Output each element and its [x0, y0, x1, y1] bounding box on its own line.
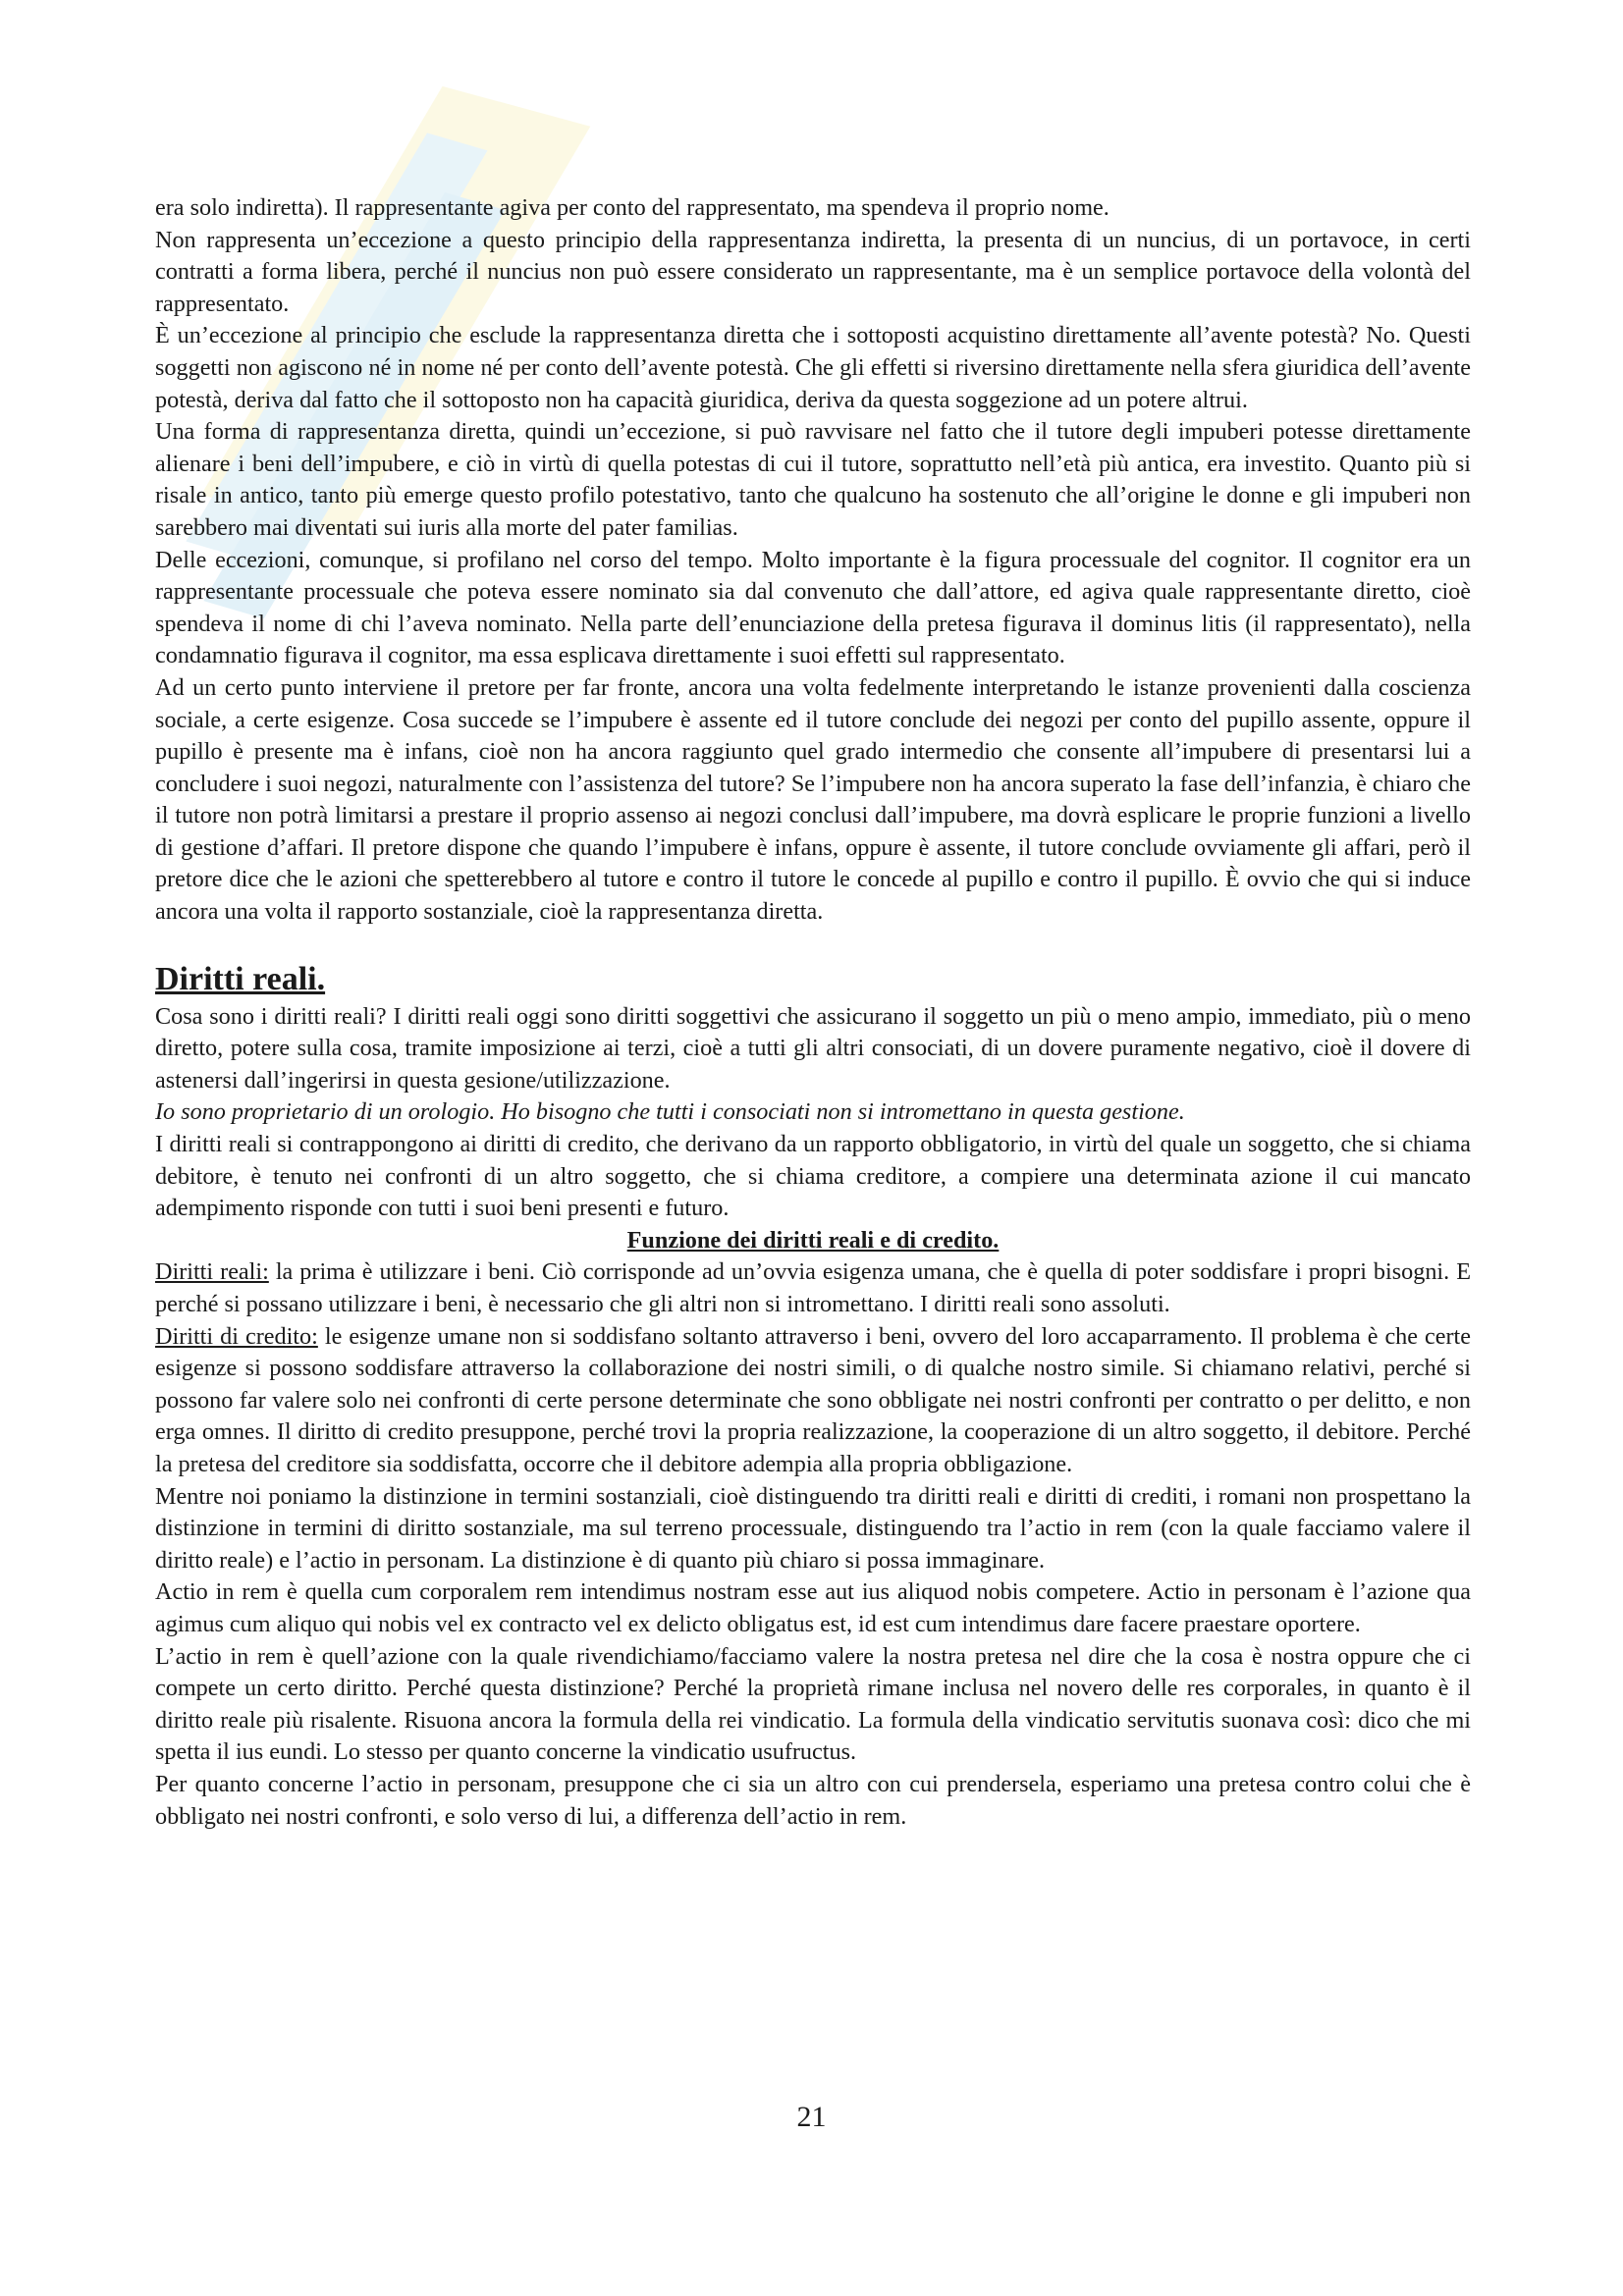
section-intro: Cosa sono i diritti reali? I diritti reali oggi sono diritti soggettivi che assicurano il soggetto un più o meno ampio, immediato, più o meno diretto, potere sulla cosa, tramite imposizione ai terzi, cioè a tutti gli altri consociati, di un dovere puramente negativo, cioè il dovere di astenersi dall’ingerirsi in questa gesione/utilizzazione.: [155, 1002, 1471, 1094]
section-title: Diritti reali.: [155, 960, 326, 997]
paragraph: Mentre noi poniamo la distinzione in termini sostanziali, cioè distinguendo tra diritti reali e diritti di crediti, i romani non prospettano la distinzione in termini di diritto sostanziale, ma sul terreno processuale, distinguendo tra l’actio in rem (con la quale facciamo valere il diritto reale) e l’actio in personam. La distinzione è di quanto più chiaro si possa immaginare.: [155, 1482, 1471, 1574]
paragraph: Per quanto concerne l’actio in personam, presuppone che ci sia un altro con cui prendersela, esperiamo una pretesa contro colui che è obbligato nei nostri confronti, e solo verso di lui, a differenza dell’actio in rem.: [155, 1770, 1471, 1830]
page-number: 21: [796, 2101, 827, 2133]
term-text: la prima è utilizzare i beni. Ciò corrisponde ad un’ovvia esigenza umana, che è quella di poter soddisfare i propri bisogni. E perché si possano utilizzare i beni, è necessario che gli altri non si intromettano. I diritti reali sono assoluti.: [155, 1258, 1471, 1317]
paragraph: era solo indiretta). Il rappresentante agiva per conto del rappresentato, ma spendeva il proprio nome.: [155, 194, 1109, 221]
contrast-paragraph: I diritti reali si contrappongono ai diritti di credito, che derivano da un rapporto obbligatorio, in virtù del quale un soggetto, che si chiama debitore, è tenuto nei confronti di un altro soggetto, che si chiama creditore, a compiere una determinata azione il cui mancato adempimento risponde con tutti i suoi beni presenti e futuro.: [155, 1131, 1471, 1222]
paragraph: Non rappresenta un’eccezione a questo principio della rappresentanza indiretta, la presenta di un nuncius, di un portavoce, in certi contratti a forma libera, perché il nuncius non può essere considerato un rappresentante, ma è un semplice portavoce della volontà del rappresentato.: [155, 226, 1471, 317]
term-label: Diritti reali:: [155, 1258, 269, 1286]
term-paragraph-credit-rights: [155, 1321, 1471, 1481]
paragraph: L’actio in rem è quell’azione con la quale rivendichiamo/facciamo valere la nostra pretesa nel dire che la cosa è nostra oppure che ci compete un certo diritto. Perché questa distinzione? Perché la proprietà rimane inclusa nel novero delle res corporales, in quanto è il diritto reale più risalente. Risuona ancora la formula della rei vindicatio. La formula della vindicatio servitutis suonava così: dico che mi spetta il ius eundi. Lo stesso per quanto concerne la vindicatio usufructus.: [155, 1642, 1471, 1766]
term-label: Diritti di credito:: [155, 1322, 318, 1350]
paragraph: È un’eccezione al principio che esclude la rappresentanza diretta che i sottoposti acquistino direttamente all’avente potestà? No. Questi soggetti non agiscono né in nome né per conto dell’avente potestà. Che gli effetti si riversino direttamente nella sfera giuridica dell’avente potestà, deriva dal fatto che il sottoposto non ha capacità giuridica, deriva da questa soggezione ad un potere altrui.: [155, 322, 1471, 413]
subsection-title: Funzione dei diritti reali e di credito.: [626, 1226, 1000, 1254]
paragraph: Actio in rem è quella cum corporalem rem intendimus nostram esse aut ius aliquod nobis competere. Actio in personam è l’azione qua agimus cum aliquo qui nobis vel ex contracto vel ex delicto obligatus est, id est cum intendimus dare facere praestare oportere.: [155, 1578, 1471, 1637]
page-content: [155, 192, 1471, 1833]
paragraph: Ad un certo punto interviene il pretore per far fronte, ancora una volta fedelmente interpretando le istanze provenienti dalla coscienza sociale, a certe esigenze. Cosa succede se l’impubere è assente ed il tutore conclude dei negozi per conto del pupillo assente, oppure il pupillo è presente ma è infans, cioè non ha ancora raggiunto quel grado intermedio che consente all’impubere di presentarsi lui a concludere i suoi negozi, naturalmente con l’assistenza del tutore? Se l’impubere non ha ancora superato la fase dell’infanzia, è chiaro che il tutore non potrà limitarsi a prestare il proprio assenso ai negozi conclusi dall’impubere, ma dovrà esplicare le proprie funzioni a livello di gestione d’affari. Il pretore dispone che quando l’impubere è infans, oppure è assente, il tutore conclude ovviamente gli affari, però il pretore dice che le azioni che spetterebbero al tutore e contro il tutore le concede al pupillo e contro il pupillo. È ovvio che qui si induce ancora una volta il rapporto sostanziale, cioè la rappresentanza diretta.: [155, 673, 1471, 926]
example-italic: Io sono proprietario di un orologio. Ho bisogno che tutti i consociati non si intromettano in questa gestione.: [155, 1098, 1185, 1126]
term-text: le esigenze umane non si soddisfano soltanto attraverso i beni, ovvero del loro accaparramento. Il problema è che certe esigenze si possono soddisfare attraverso la collaborazione dei nostri simili, o di qualche nostro simile. Si chiamano relativi, perché si possono far valere solo nei confronti di certe persone determinate che sono obbligate nei nostri confronti per contratto o per delitto, e non erga omnes. Il diritto di credito presuppone, perché trovi la propria realizzazione, la cooperazione di un altro soggetto, il debitore. Perché la pretesa del creditore sia soddisfatta, occorre che il debitore adempia alla propria obbligazione.: [155, 1322, 1472, 1477]
paragraph: Una forma di rappresentanza diretta, quindi un’eccezione, si può ravvisare nel fatto che il tutore degli impuberi potesse direttamente alienare i beni dell’impubere, e ciò in virtù di quella potestas di cui il tutore, soprattutto nell’età più antica, era investito. Quanto più si risale in antico, tanto più emerge questo profilo potestativo, tanto che qualcuno ha sostenuto che all’origine le donne e gli impuberi non sarebbero mai diventati sui iuris alla morte del pater familias.: [155, 418, 1471, 541]
term-paragraph-real-rights: [155, 1256, 1471, 1320]
paragraph: Delle eccezioni, comunque, si profilano nel corso del tempo. Molto importante è la figura processuale del cognitor. Il cognitor era un rappresentante processuale che poteva essere nominato sia dal convenuto che dall’attore, ed agiva quale rappresentante diretto, cioè spendeva il nome di chi l’aveva nominato. Nella parte dell’enunciazione della pretesa figurava il dominus litis (il rappresentato), nella condamnatio figurava il cognitor, ma essa esplicava direttamente i suoi effetti sul rappresentato.: [155, 546, 1471, 669]
